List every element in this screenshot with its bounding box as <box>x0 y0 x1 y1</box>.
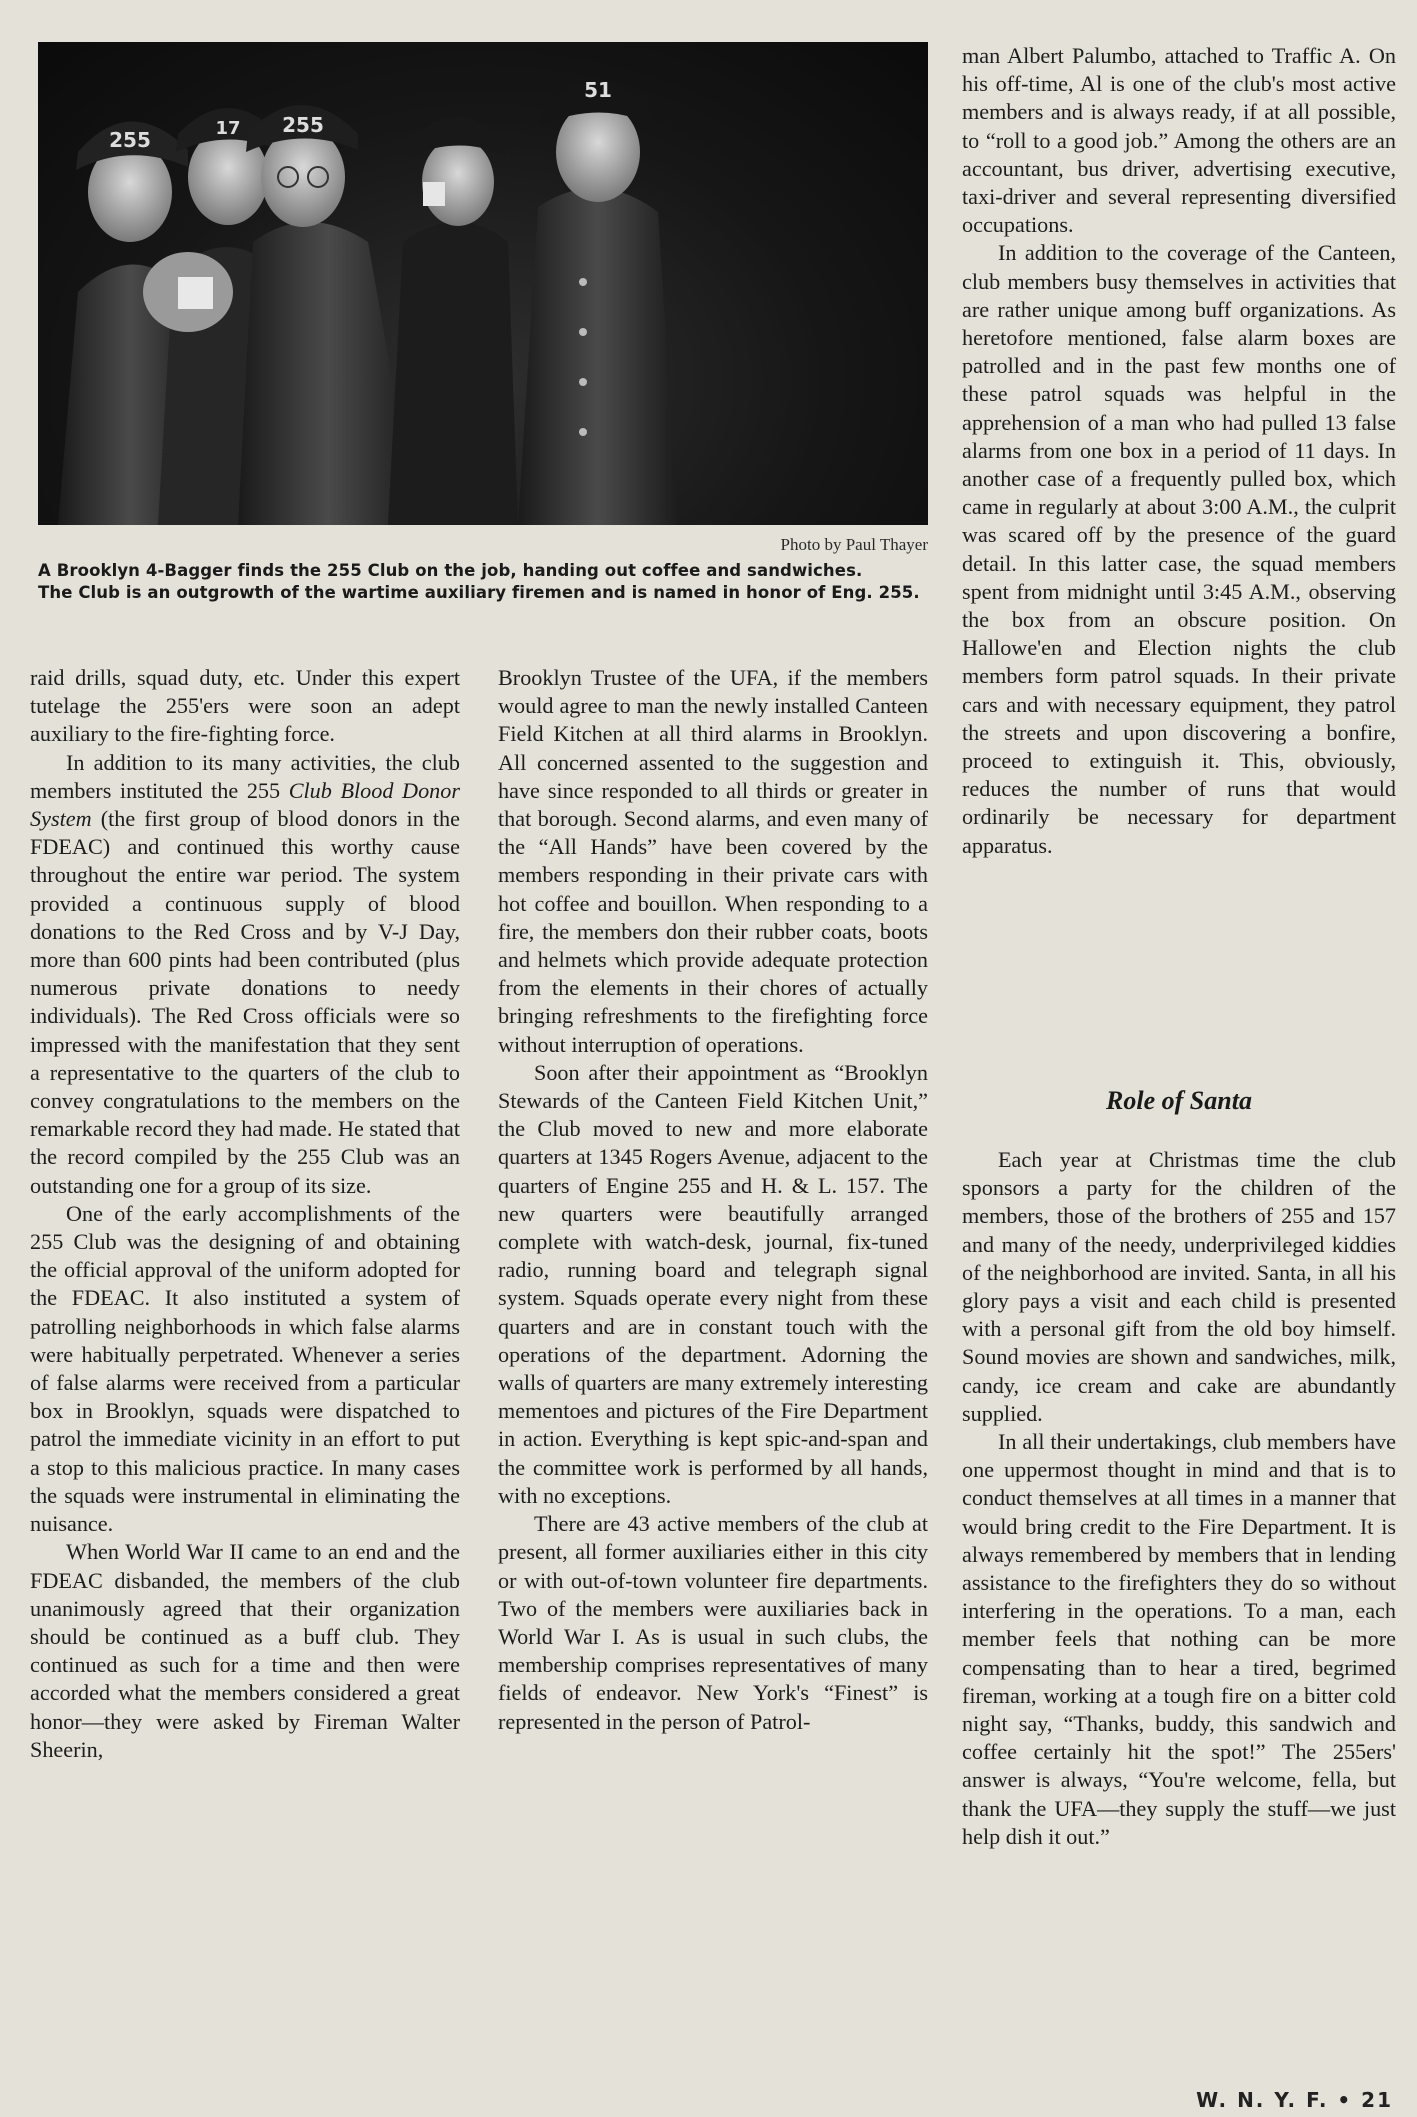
page-footer <box>1196 2088 1393 2112</box>
paragraph: There are 43 active members of the club at present, all former auxiliaries either in this city or with out-of-town volunteer fire departments. Two of the members were auxiliaries back in World War I. As is usual in such clubs, the membership comprises representatives of many fields of endeavor. New York's “Finest” is represented in the person of Patrol- <box>498 1511 928 1734</box>
column-3-top <box>962 42 1396 860</box>
photo-caption <box>38 560 933 604</box>
paragraph: In all their undertakings, club members have one uppermost thought in mind and that is to conduct themselves at all times in a manner that would bring credit to the Fire Department. It is always remembered by members that in lending assistance to the firefighters they do so without interfering in the operations. To a man, each member feels that nothing can be more compensating than to hear a tired, begrimed fireman, working at a tough fire on a bitter cold night say, “Thanks, buddy, this sandwich and coffee certainly hit the spot!” The 255ers' answer is always, “You're welcome, fella, but thank the UFA—they supply the stuff—we just help dish it out.” <box>962 1429 1396 1849</box>
helmet-number-3: 255 <box>282 113 324 137</box>
caption-line-1: A Brooklyn 4-Bagger finds the 255 Club on the job, handing out coffee and sandwiches. <box>38 561 863 580</box>
footer-separator: • <box>1337 2088 1353 2112</box>
column-3-bottom <box>962 1146 1396 1851</box>
paragraph: When World War II came to an end and the FDEAC disbanded, the members of the club unanimously agreed that their organization should be continued as a buff club. They continued as such for a time and then were accorded what the members considered a great honor—they were asked by Fireman Walter Sheerin, <box>30 1539 460 1762</box>
column-1 <box>30 664 460 1764</box>
blood-donor-system-name: Club Blood Donor System <box>30 777 460 832</box>
paragraph: Each year at Christmas time the club sponsors a party for the children of the members, those of the brothers of 255 and 157 and many of the needy, underprivileged kiddies of the neighborhood are invited. Santa, in all his glory pays a visit and each child is presented with a personal gift from the old boy himself. Sound movies are shown and sandwiches, milk, candy, ice cream and cake are abundantly supplied. <box>962 1147 1396 1426</box>
paragraph: raid drills, squad duty, etc. Under this expert tutelage the 255'ers were soon an adept auxiliary to the fire-fighting force. <box>30 665 460 747</box>
paragraph: man Albert Palumbo, attached to Traffic A. On his off-time, Al is one of the club's most active members and is always ready, if at all possible, to “roll to a good job.” Among the others are an accountant, bus driver, advertising executive, taxi-driver and several representing diversified occupations. <box>962 43 1396 238</box>
paragraph: In addition to the coverage of the Canteen, club members busy themselves in activities that are rather unique among buff organizations. As heretofore mentioned, false alarm boxes are patrolled and in the past few months one of these patrol squads was helpful in the apprehension of a man who had pulled 13 false alarms from one box in a period of 11 days. In another case of a frequently pulled box, which came in regularly at about 3:00 A.M., the culprit was scared off by the presence of the guard detail. In this latter case, the squad members spent from midnight until 3:45 A.M., observing the box from an obscure position. On Hallowe'en and Election nights the club members form patrol squads. In their private cars and with necessary equipment, they patrol the streets and upon discovering a bonfire, proceed to extinguish it. This, obviously, reduces the number of runs that would ordinarily be necessary for department apparatus. <box>962 240 1396 858</box>
column-2 <box>498 664 928 1736</box>
magazine-name: W. N. Y. F. <box>1196 2088 1329 2112</box>
paragraph: One of the early accomplishments of the 255 Club was the designing of and obtaining the official approval of the uniform adopted for the FDEAC. It also instituted a system of patrolling neighborhoods in which false alarms were habitually perpetrated. Whenever a series of false alarms were received from a particular box in Brooklyn, squads were dispatched to patrol the immediate vicinity in an effort to put a stop to this malicious practice. In many cases the squads were instrumental in eliminating the nuisance. <box>30 1200 460 1537</box>
photo-firemen <box>38 42 928 525</box>
helmet-number-2: 17 <box>215 118 241 139</box>
coffee-cup <box>423 182 445 206</box>
paragraph: In addition to its many activities, the club members instituted the 255 Club Blood Donor System (the first group of blood donors in the FDEAC) and continued this worthy cause throughout the entire war period. The system provided a continuous supply of blood donations to the Red Cross and by V-J Day, more than 600 pints had been contributed (plus numerous private donations to needy individuals). The Red Cross officials were so impressed with the manifestation that they sent a representative to the quarters of the club to convey congratulations to the members on the remarkable record they had made. He stated that the record compiled by the 255 Club was an outstanding one for a group of its size. <box>30 749 460 1198</box>
helmet-number-1: 255 <box>109 128 151 152</box>
page-number: 21 <box>1361 2088 1393 2112</box>
photo-illustration <box>38 42 928 525</box>
paragraph: Brooklyn Trustee of the UFA, if the members would agree to man the newly installed Canteen Field Kitchen at all third alarms in Brooklyn. All concerned assented to the suggestion and have since responded to all thirds or greater in that borough. Second alarms, and even many of the “All Hands” have been covered by the members responding in their private cars with hot coffee and bouillon. When responding to a fire, the members don their rubber coats, boots and helmets which provide adequate protection from the elements in their chores of actually bringing refreshments to the firefighting force without interruption of operations. <box>498 665 928 1057</box>
helmet-number-5: 51 <box>584 78 612 102</box>
caption-line-2: The Club is an outgrowth of the wartime auxiliary firemen and is named in honor of Eng. 255. <box>38 583 920 602</box>
photo-credit: Photo by Paul Thayer <box>780 535 928 554</box>
section-heading: Role of Santa <box>1106 1086 1252 1115</box>
paragraph: Soon after their appointment as “Brooklyn Stewards of the Canteen Field Kitchen Unit,” the Club moved to new and more elaborate quarters at 1345 Rogers Avenue, adjacent to the quarters of Engine 255 and H. & L. 157. The new quarters were beautifully arranged complete with watch-desk, journal, fix-tuned radio, running board and telegraph signal system. Squads operate every night from these quarters and are in constant touch with the operations of the department. Adorning the walls of quarters are many extremely interesting mementoes and pictures of the Fire Department in action. Everything is kept spic-and-span and the committee work is performed by all hands, with no exceptions. <box>498 1059 928 1508</box>
